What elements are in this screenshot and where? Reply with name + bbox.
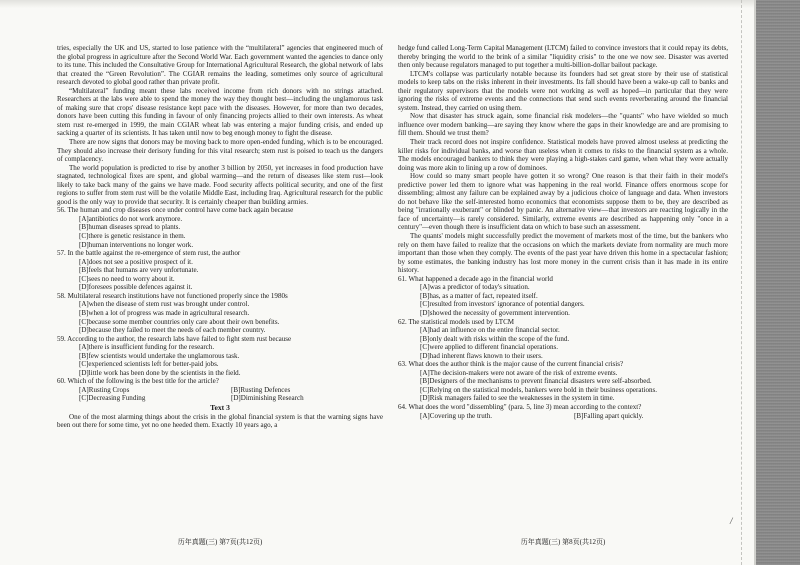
question-stem: 59. According to the author, the research labs have failed to fight stem rust because xyxy=(57,334,292,343)
question-stem: 58. Multilateral research institutions have not functioned properly since the 1980s xyxy=(57,291,288,300)
option-c: [C]Relying on the statistical models, bankers were bold in their business operations. xyxy=(420,385,658,394)
question-stem: 60. Which of the following is the best title for the article? xyxy=(57,377,219,386)
option-b: [B]when a lot of progress was made in agricultural research. xyxy=(79,308,250,317)
question-61 xyxy=(398,275,728,318)
option-d: [D]Risk managers failed to see the weaknesses in the system in time. xyxy=(420,394,615,403)
option-c: [C]sees no need to worry about it. xyxy=(79,274,175,283)
option-a: [A]does not see a positive prospect of it. xyxy=(79,257,193,266)
question-63 xyxy=(398,360,728,403)
passage-paragraph: One of the most alarming things about the crisis in the global financial system is that the warning signs have been out there for some time, yet no one heeded them. Exactly 10 years ago, a xyxy=(57,412,383,430)
right-column xyxy=(398,44,728,534)
option-c: [C]were applied to different financial operations. xyxy=(420,343,559,352)
option-b: [B]Rusting Defences xyxy=(231,385,291,394)
option-a: [A]there is insufficient funding for the research. xyxy=(79,343,215,352)
question-stem: 56. The human and crop diseases once under control have come back again because xyxy=(57,206,294,215)
question-stem: 62. The statistical models used by LTCM xyxy=(398,317,515,326)
page-footer-left: 历年真题(三) 第7页(共12页) xyxy=(177,538,263,546)
option-a: [A]antibiotics do not work anymore. xyxy=(79,214,183,223)
question-64 xyxy=(398,403,728,420)
option-d: [D]foresees possible defences against it. xyxy=(79,283,193,292)
question-stem: 64. What does the word "dissembling" (para. 5, line 3) mean according to the context? xyxy=(398,402,642,411)
page-footer-right: 历年真题(三) 第8页(共12页) xyxy=(520,538,606,546)
passage-paragraph: Their track record does not inspire confidence. Statistical models have proved almost useless at predicting the killer risks for individual banks, and worse than useless when it comes to risks to the financial system as a whole. The models encouraged bankers to think they were playing a high-stakes card game, when what they were actually doing was more akin to lining up a row of dominoes. xyxy=(398,138,728,172)
question-60 xyxy=(57,377,383,403)
question-57 xyxy=(57,249,383,292)
binding-margin-line xyxy=(741,0,742,565)
section-heading: Text 3 xyxy=(210,402,230,412)
option-c: [C]Decreasing Funding xyxy=(79,394,146,403)
scan-shadow xyxy=(0,0,800,8)
passage-paragraph: How could so many smart people have gotten it so wrong? One reason is that their faith in their model's predictive power led them to ignore what was happening in the real world. Finance offers enormous scope for dissembling; almost any failure can be explained away by a judicious choice of language and data. When investors do not behave like the self-interested homo economics that economists suppose them to be, they are described as being "irrationally exuberant" or blinded by panic. An alternative view—that investors are reacting logically in the face of uncertainty—is rarely considered. Similarly, extreme events are described as happening only "once in a century"—even though there is insufficient data on which to base such an assessment. xyxy=(398,172,728,232)
option-c: [C]there is genetic resistance in them. xyxy=(79,232,186,241)
option-b: [B]has, as a matter of fact, repeated itself. xyxy=(420,291,538,300)
option-a: [A]when the disease of stem rust was brought under control. xyxy=(79,300,250,309)
option-d: [D]human interventions no longer work. xyxy=(79,240,194,249)
question-62 xyxy=(398,318,728,361)
option-b: [B]human diseases spread to plants. xyxy=(79,223,181,232)
left-column xyxy=(57,44,383,534)
option-d: [D]little work has been done by the scientists in the field. xyxy=(79,368,241,377)
option-d: [D]Diminishing Research xyxy=(231,394,304,403)
passage-paragraph: LTCM's collapse was particularly notable because its founders had set great store by their use of statistical models to keep tabs on the risks inherent in their investments. Its fall should have been a wake-up call to banks and their regulatory supervisors that the models were not working as well as hoped—in particular that they were ignoring the risks of extreme events and the connections that send such events reverberating around the financial system. Instead, they carried on using them. xyxy=(398,69,728,112)
question-stem: 63. What does the author think is the major cause of the current financial crisis? xyxy=(398,360,624,369)
question-59 xyxy=(57,335,383,378)
pencil-mark-icon: / xyxy=(730,516,733,526)
option-b: [B]only dealt with risks within the scope of the fund. xyxy=(420,334,570,343)
option-c: [C]because some member countries only care about their own benefits. xyxy=(79,317,280,326)
option-c: [C]resulted from investors' ignorance of potential dangers. xyxy=(420,300,585,309)
option-b: [B]Falling apart quickly. xyxy=(574,411,644,420)
option-d: [D]had inherent flaws known to their users. xyxy=(420,351,543,360)
passage-paragraph: “Multilateral” funding meant these labs received income from rich donors with no strings attached. Researchers at the labs were able to spend the money the way they thought best—including the unglamorous task of making sure that crops' disease resistance kept pace with the diseases. However, for more than two decades, donors have been cutting this funding in favour of only financing projects allied to their own interests. As wheat stem rust re-emerged in 1999, the main CGIAR wheat lab was entering a major funding crisis, and ended up sacking a quarter of its scientists. It has taken until now to beg enough money to fight the disease. xyxy=(57,86,383,138)
scan-binding-strip xyxy=(756,0,800,565)
option-c: [C]experienced scientists left for better-paid jobs. xyxy=(79,360,219,369)
option-d: [D]because they failed to meet the needs of each member country. xyxy=(79,326,266,335)
passage-paragraph: hedge fund called Long-Term Capital Management (LTCM) failed to convince investors that it could repay its debts, thereby bringing the world to the brink of a similar "liquidity crisis" to the one we now see. Disaster was averted then only because regulators managed to put together a multi-billion-dollar bailout package. xyxy=(398,44,728,70)
option-b: [B]feels that humans are very unfortunate. xyxy=(79,266,199,275)
passage-paragraph: tries, especially the UK and US, started to lose patience with the “multilateral” agencies that engineered much of the global progress in agriculture after the Second World War. Each government wanted the agencies to dance only to its tune. This included the Consultative Group for International Agricultural Research, the global network of labs that created the “Green Revolution”. The CGIAR remains the leading, sometimes only source of agricultural research devoted to global good rather than private profit. xyxy=(57,44,383,87)
option-a: [A]The decision-makers were not aware of the risk of extreme events. xyxy=(420,368,618,377)
option-a: [A]Covering up the truth. xyxy=(420,411,493,420)
option-a: [A]Rusting Crops xyxy=(79,385,130,394)
passage-paragraph: The quants' models might successfully predict the movement of markets most of the time, but the bankers who rely on them have failed to realize that the occasions on which the markets deviate from normality are much more important than those when they comply. The events of the past year have driven this home in a spectacular fashion; by some estimates, the banking industry has lost more money in the current crisis than it has made in its entire history. xyxy=(398,232,728,275)
option-b: [B]few scientists would undertake the unglamorous task. xyxy=(79,351,240,360)
passage-paragraph: The world population is predicted to rise by another 3 billion by 2050, yet increases in food production have stagnated, technological fixes are spent, and global warming—and the return of diseases like stem rust—look likely to take back many of the gains we have made. Food security affects political security, and one of the first regions to suffer from stem rust will be the volatile Middle East, including Iraq. Agricultural research for the public good is the only way to provide that security. It is certainly cheaper than building armies. xyxy=(57,163,383,206)
passage-paragraph: There are now signs that donors may be moving back to more open-ended funding, which is to be encouraged. They should also increase their derisory funding for this vital research; stem rust is poised to teach us the dangers of complacency. xyxy=(57,138,383,164)
question-stem: 61. What happened a decade ago in the financial world xyxy=(398,274,553,283)
option-a: [A]was a predictor of today's situation. xyxy=(420,283,530,292)
option-a: [A]had an influence on the entire financial sector. xyxy=(420,326,560,335)
option-b: [B]Designers of the mechanisms to prevent financial disasters were self-absorbed. xyxy=(420,377,652,386)
question-stem: 57. In the battle against the re-emergence of stem rust, the author xyxy=(57,249,241,258)
option-d: [D]showed the necessity of government intervention. xyxy=(420,308,570,317)
passage-paragraph: Now that disaster has struck again, some financial risk modelers—the "quants" who have wielded so much influence over modern banking—are saying they know where the gaps in their knowledge are and are promising to fill them. Should we trust them? xyxy=(398,112,728,138)
question-58 xyxy=(57,292,383,335)
question-56 xyxy=(57,206,383,249)
